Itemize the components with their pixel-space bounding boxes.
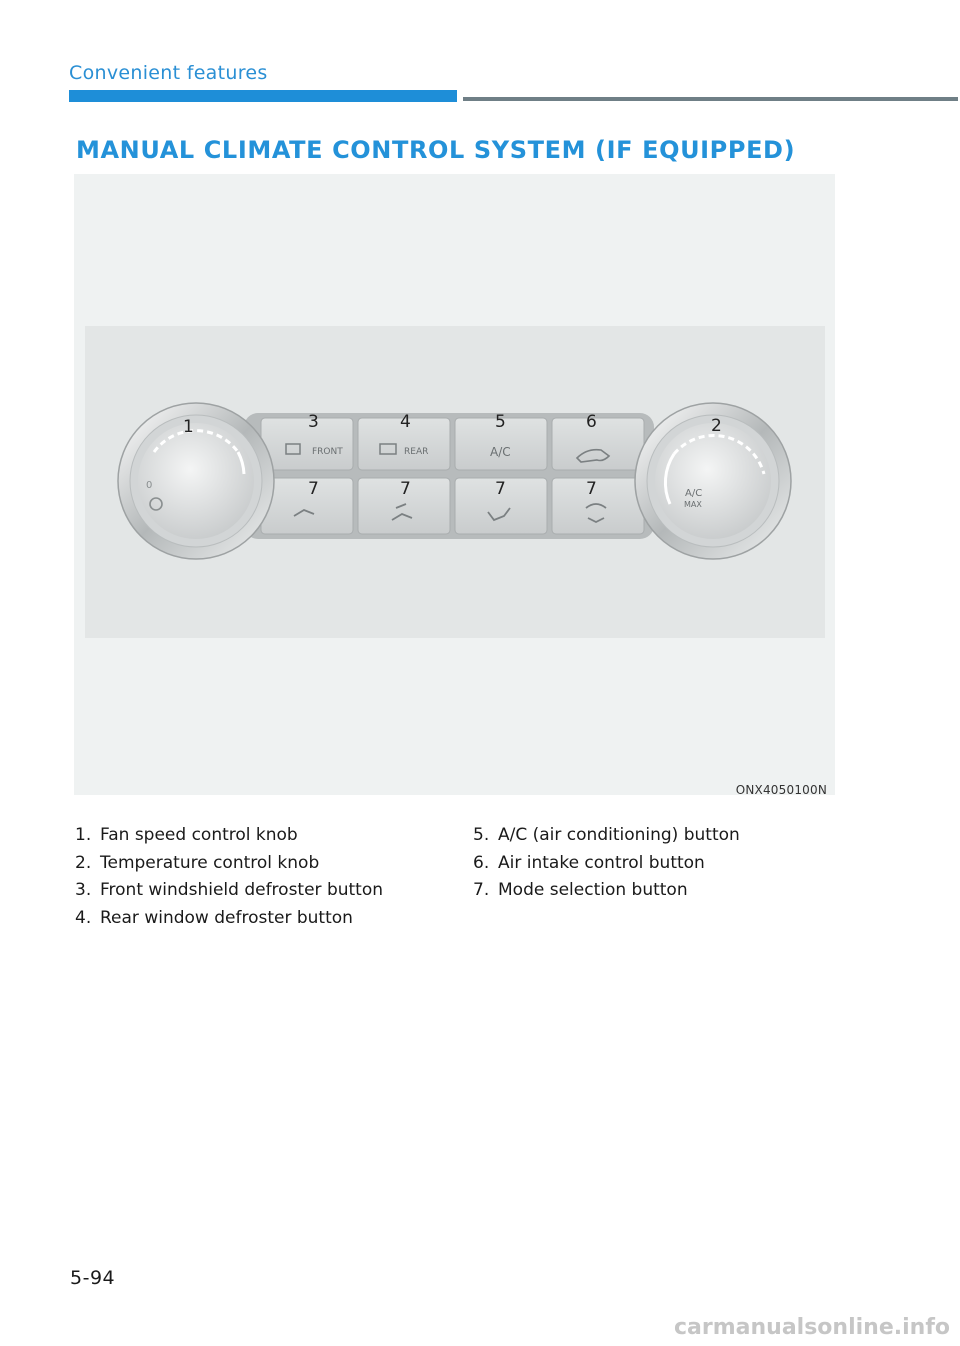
legend-item: 1. Fan speed control knob bbox=[75, 825, 298, 845]
callout-2: 2 bbox=[711, 416, 722, 436]
rear-label: REAR bbox=[404, 447, 429, 457]
watermark: carmanualsonline.info bbox=[674, 1315, 950, 1340]
callout-3: 3 bbox=[308, 412, 319, 432]
section-title: MANUAL CLIMATE CONTROL SYSTEM (IF EQUIPPED) bbox=[76, 136, 796, 164]
knob-ac-label: A/C bbox=[685, 488, 703, 499]
mode-button-floor-defrost bbox=[552, 478, 644, 534]
knob-max-label: MAX bbox=[684, 500, 702, 509]
running-header: Convenient features bbox=[69, 62, 268, 84]
legend-right bbox=[473, 822, 740, 905]
legend-item: 5. A/C (air conditioning) button bbox=[473, 825, 740, 845]
header-rule-gray bbox=[463, 97, 958, 101]
legend-item: 3. Front windshield defroster button bbox=[75, 880, 384, 900]
legend-item: 2. Temperature control knob bbox=[75, 852, 320, 873]
air-intake-button bbox=[552, 418, 644, 470]
legend-item: 6. Air intake control button bbox=[473, 852, 705, 873]
callout-7c: 7 bbox=[495, 479, 506, 499]
callout-7a: 7 bbox=[308, 479, 319, 499]
callout-4: 4 bbox=[400, 412, 411, 432]
callout-1: 1 bbox=[183, 417, 194, 437]
front-defrost-button bbox=[261, 418, 353, 470]
legend-item: 4. Rear window defroster button bbox=[75, 907, 353, 928]
fan-speed-knob bbox=[118, 403, 274, 559]
climate-panel-illustration bbox=[74, 174, 835, 795]
legend-item: 7. Mode selection button bbox=[473, 880, 688, 900]
mode-button-face bbox=[261, 478, 353, 534]
callout-6: 6 bbox=[586, 412, 597, 432]
climate-panel-figure bbox=[74, 174, 835, 795]
legend-left bbox=[75, 822, 383, 932]
figure-code: ONX4050100N bbox=[735, 783, 827, 797]
page-number: 5-94 bbox=[70, 1267, 116, 1289]
front-label: FRONT bbox=[312, 447, 343, 457]
fan-zero-label: 0 bbox=[146, 480, 153, 491]
callout-7d: 7 bbox=[586, 479, 597, 499]
callout-7b: 7 bbox=[400, 479, 411, 499]
callout-5: 5 bbox=[495, 412, 506, 432]
ac-label: A/C bbox=[490, 445, 511, 459]
header-rule-blue bbox=[69, 90, 457, 102]
